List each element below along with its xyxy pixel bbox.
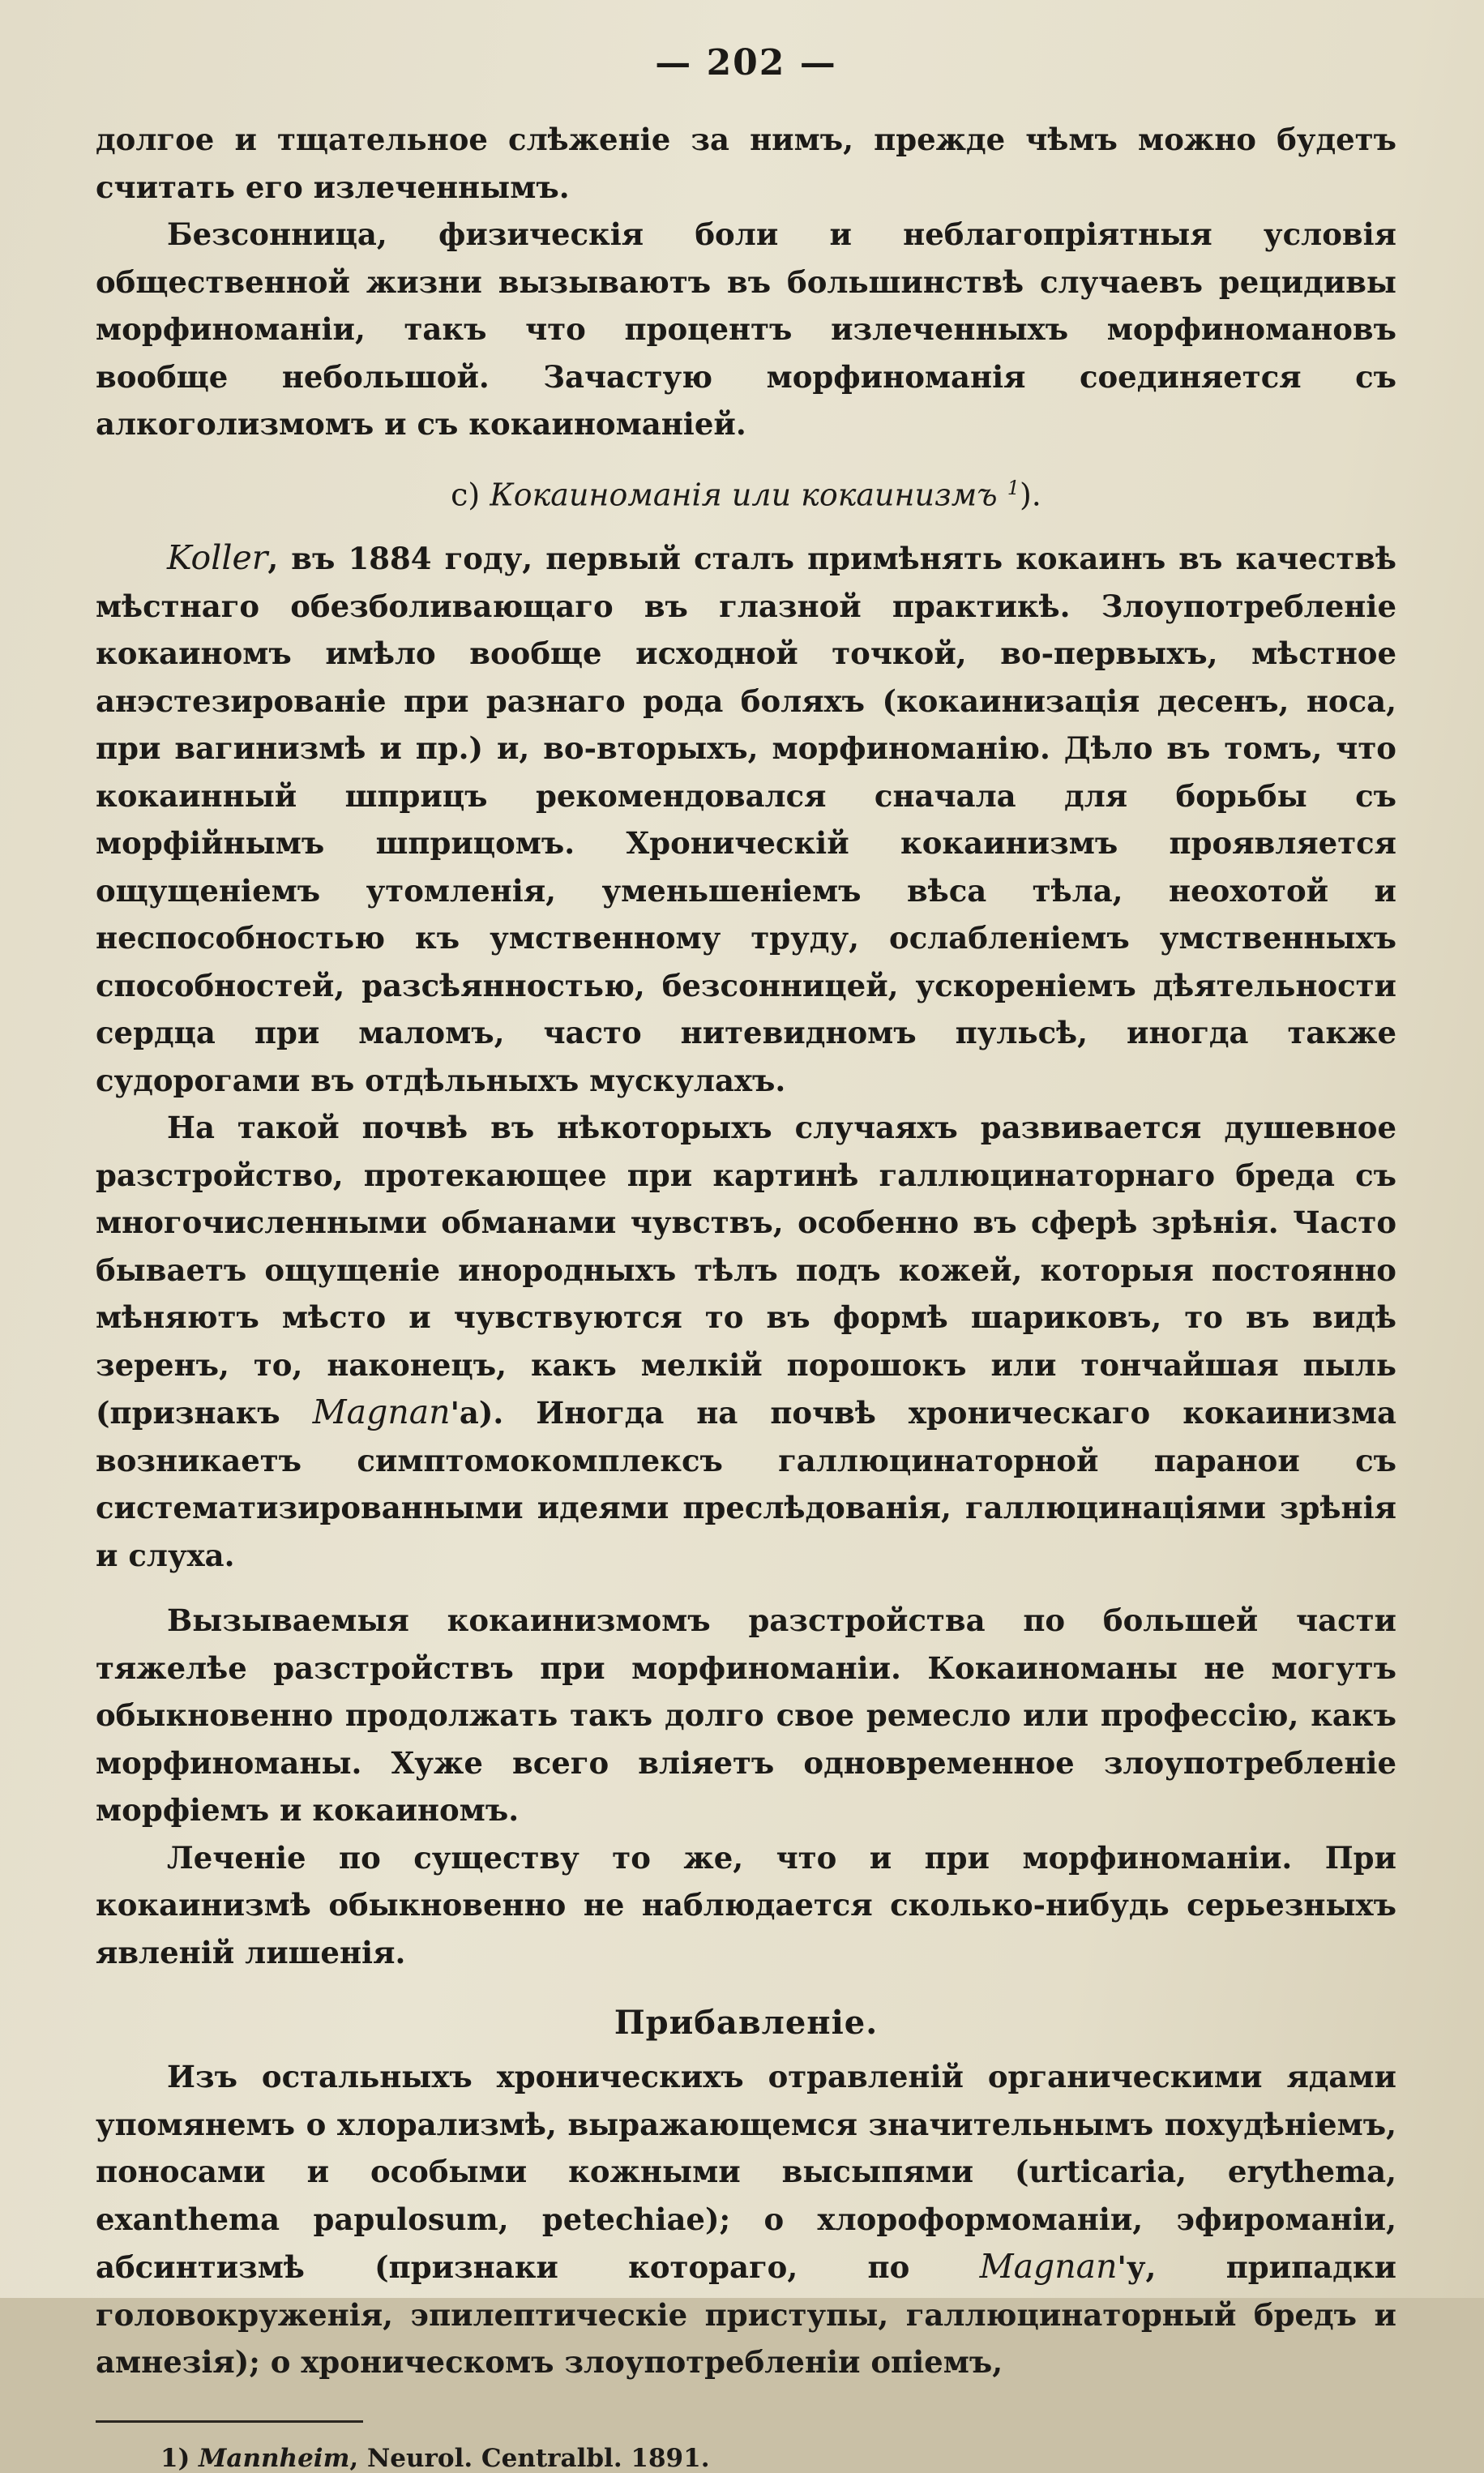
author-name-magnan-2: Magnan [979, 2247, 1118, 2287]
author-name-magnan: Magnan [312, 1393, 451, 1432]
paragraph-appendix-after: припадки головокруженія, эпилептическіе приступы, галлюцинаторный бредъ и амнезія); о хроническомъ злоупотребленіи опіемъ, [96, 2249, 1397, 2381]
section-title: Кокаиноманія или кокаинизмъ [490, 477, 998, 513]
author-name-koller: Koller [167, 538, 268, 578]
paragraph-delusion-before: На такой почвѣ въ нѣкоторыхъ случаяхъ развивается душевное разстройство, протекающее при картинѣ галлюцинаторнаго бреда съ многочисленными обманами чувствъ, особенно въ сферѣ зрѣнія. Часто бываетъ ощущеніе инородныхъ тѣлъ подъ кожей, которыя постоянно мѣняютъ мѣсто и чувствуются то въ формѣ шариковъ, то въ видѣ зеренъ, то, наконецъ, какъ мелкій порошокъ или тончайшая пыль (признакъ [96, 1110, 1396, 1431]
paragraph-continuation: долгое и тщательное слѣженіе за нимъ, прежде чѣмъ можно будетъ считать его излеченнымъ. [96, 122, 1396, 205]
paragraph-koller-text: , въ 1884 году, первый сталъ примѣнять кокаинъ въ качествѣ мѣстнаго обезболивающаго въ глазной практикѣ. Злоупотребленіе кокаиномъ имѣло вообще исходной точкой, во-первыхъ, мѣстное анэстезированіе при разнаго рода боляхъ (кокаинизація десенъ, носа, при вагинизмѣ и пр.) и, во-вторыхъ, морфиноманію. Дѣло въ томъ, что кокаинный шприцъ рекомендовался сначала для борьбы съ морфійнымъ шприцомъ. Хроническій кокаинизмъ проявляется ощущеніемъ утомленія, уменьшеніемъ вѣса тѣла, неохотой и неспособностью къ умственному труду, ослабленіемъ умственныхъ способностей, разсѣянностью, безсонницей, ускореніемъ дѣятельности сердца при маломъ, часто нитевидномъ пульсѣ, иногда также судорогами въ отдѣльныхъ мускулахъ. [96, 541, 1396, 1098]
paragraph-delusion [96, 1104, 1396, 1579]
appendix-heading: Прибавленіе. [614, 2004, 879, 2043]
paragraph-delusion-after: Иногда на почвѣ хроническаго кокаинизма возникаетъ симптомокомплексъ галлюцинаторной паранои съ систематизированными идеями преслѣдованія, галлюцинаціями зрѣнія и слуха. [96, 1395, 1396, 1573]
footnote-source: , Neurol. Centralbl. 1891. [349, 2443, 710, 2473]
footnote-ref: 1 [1007, 476, 1020, 499]
page-number: — 202 — [655, 42, 837, 83]
paragraph-treatment: Леченіе по существу то же, что и при морфиноманіи. При кокаинизмѣ обыкновенно не наблюдается сколько-нибудь серьезныхъ явленій лишенія. [96, 1839, 1396, 1970]
section-close: ). [1019, 477, 1041, 513]
footnote-author: Mannheim [199, 2443, 350, 2473]
section-label: c) [451, 477, 481, 513]
footnote-mark: 1) [160, 2443, 190, 2473]
section-heading [96, 464, 1396, 519]
magnan-suffix-2: 'у, [1117, 2249, 1157, 2286]
magnan-suffix: 'а). [450, 1395, 504, 1431]
paragraph-severity: Вызываемыя кокаинизмомъ разстройства по большей части тяжелѣе разстройствъ при морфиноманіи. Кокаиноманы не могутъ обыкновенно продолжать такъ долго свое ремесло или профессію, какъ морфиноманы. Хуже всего вліяетъ одновременное злоупотребленіе морфіемъ и кокаиномъ. [96, 1602, 1396, 1829]
paragraph-insomnia: Безсонница, физическія боли и неблагопріятныя условія общественной жизни вызываютъ въ большинствѣ случаевъ рецидивы морфиноманіи, такъ что процентъ излеченныхъ морфиномановъ вообще небольшой. Зачастую морфиноманія соединяется съ алкоголизмомъ и съ кокаиноманіей. [96, 216, 1396, 442]
paragraph-koller [96, 534, 1396, 1104]
paragraph-appendix-before: Изъ остальныхъ хроническихъ отравленій органическими ядами упомянемъ о хлорализмѣ, выражающемся значительнымъ похудѣніемъ, поносами и особыми кожными высыпями (urticaria, erythema, exanthema papulosum, petechiae); о хлороформоманіи, эфироманіи, абсинтизмѣ (признаки котораго, по [96, 2059, 1396, 2286]
footnote-divider [96, 2420, 363, 2423]
paragraph-appendix [96, 2053, 1396, 2386]
footnote [96, 2444, 1396, 2473]
